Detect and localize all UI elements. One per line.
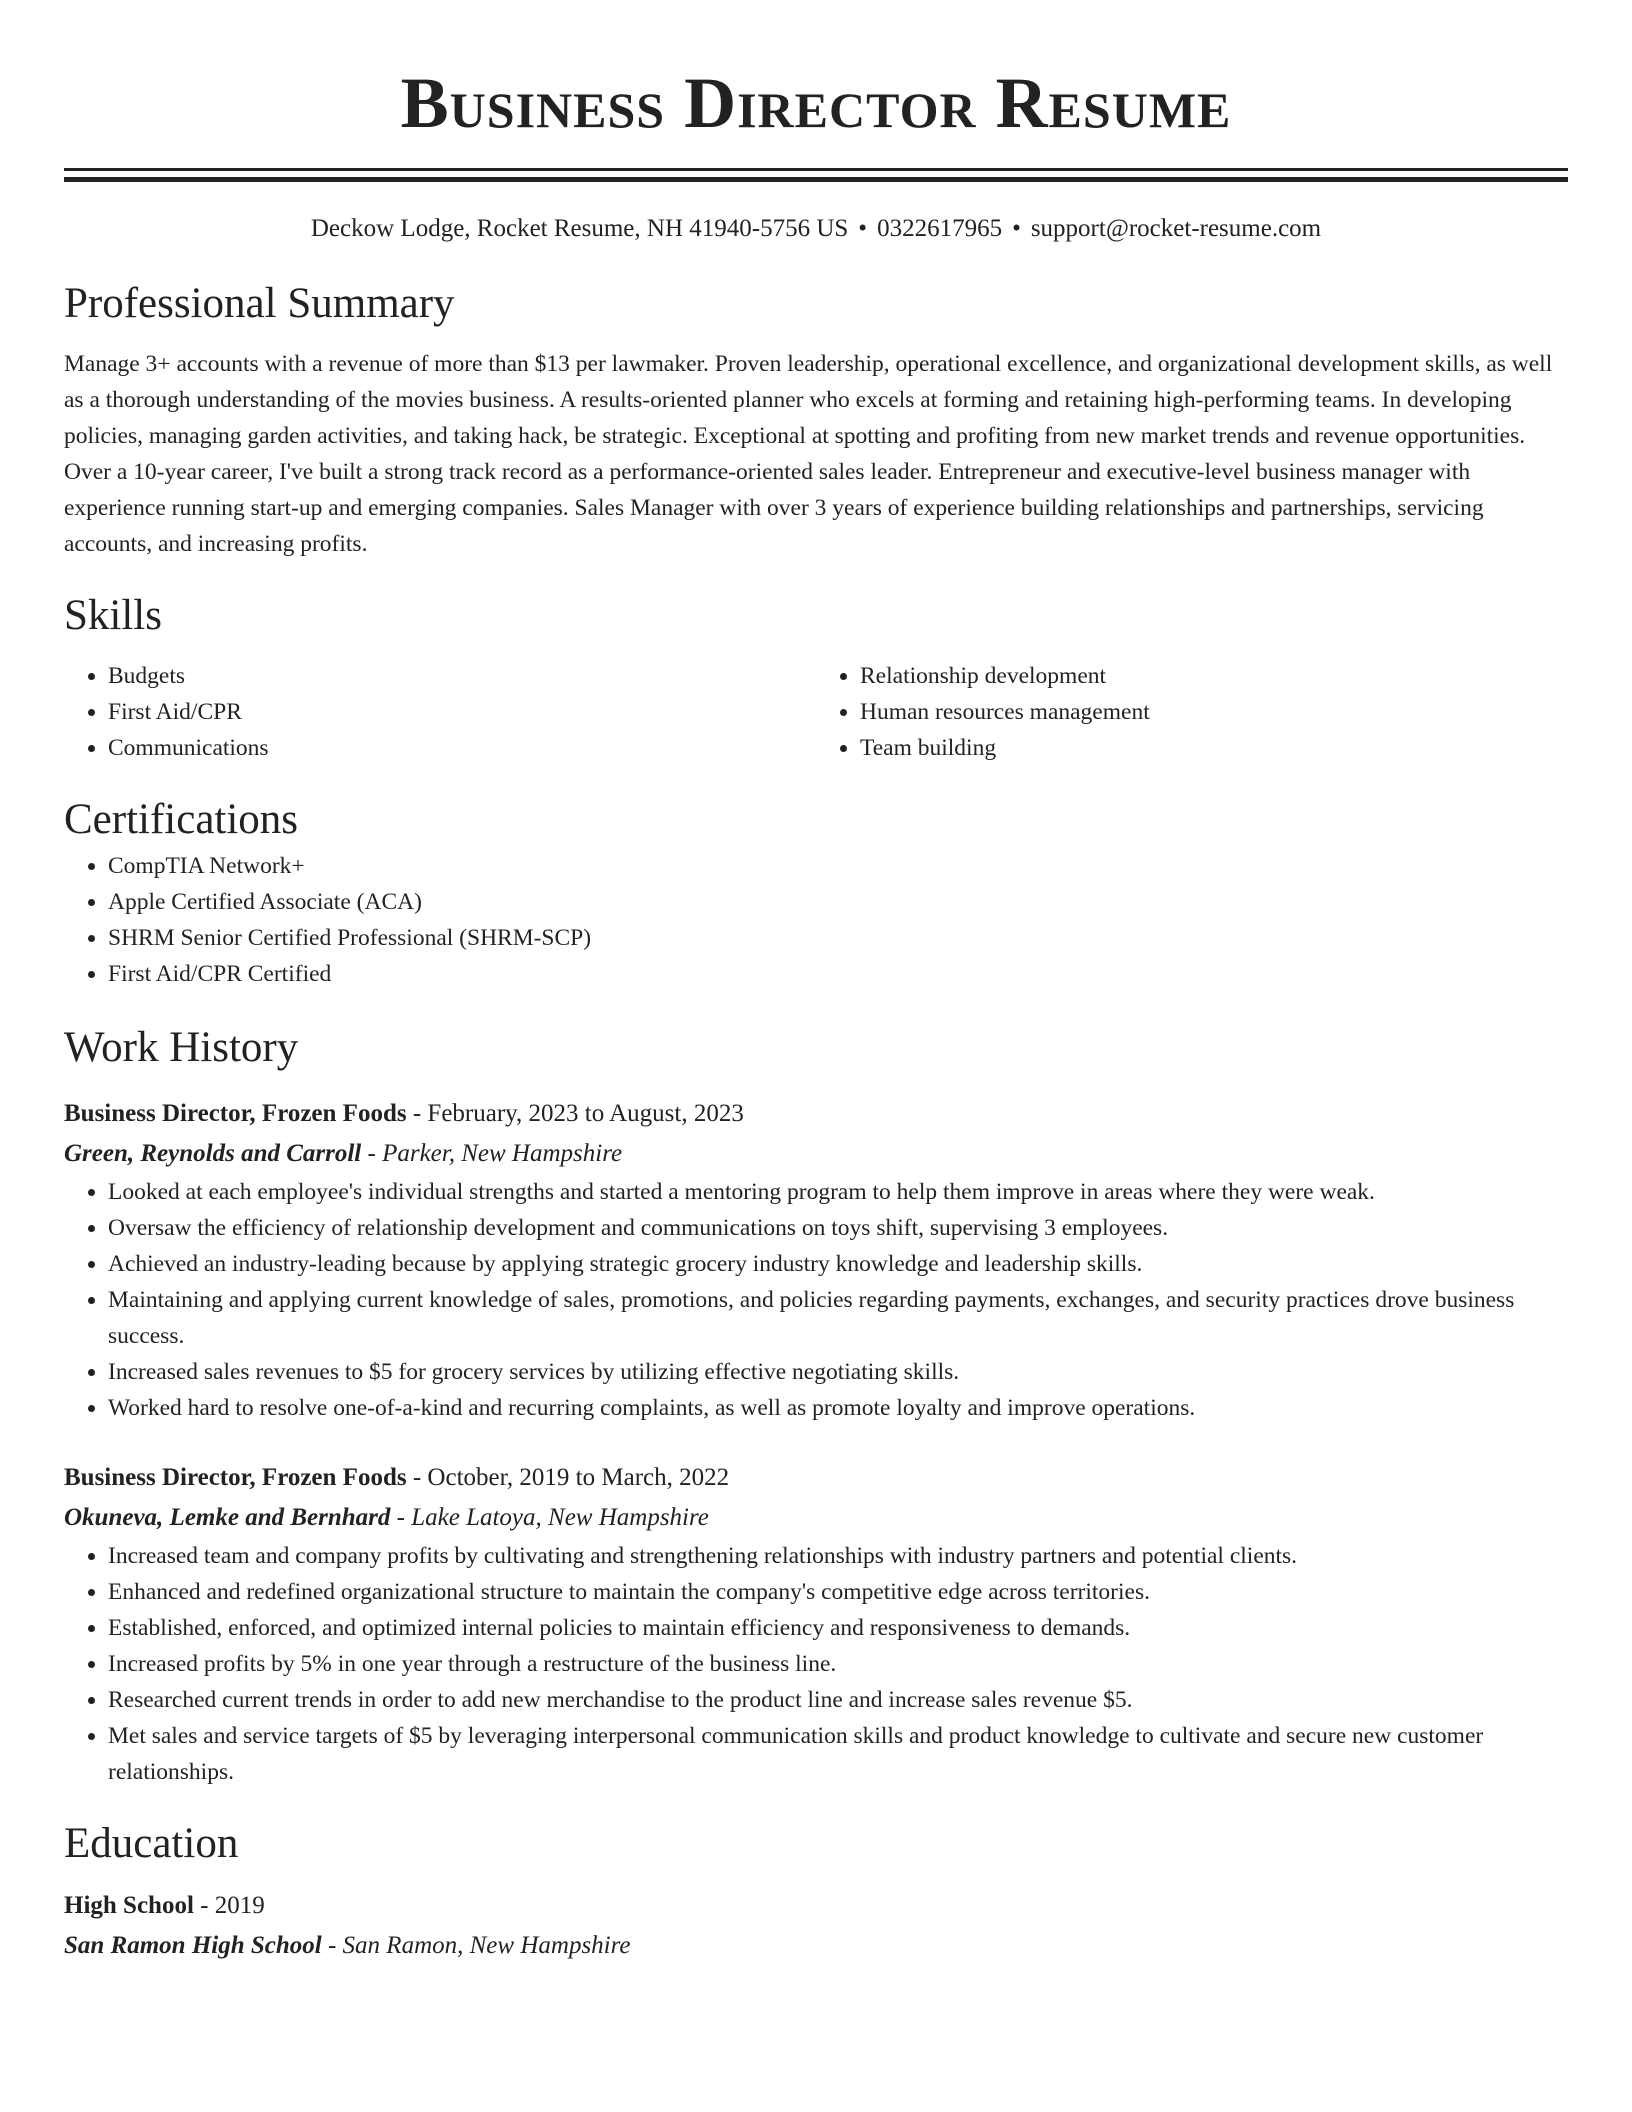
job-title-line: [64, 1458, 1568, 1498]
skill-item: • Relationship development: [860, 658, 1568, 694]
job-duty-item: • Researched current trends in order to add new merchandise to the product line and increase sales revenue $5.: [108, 1682, 1568, 1718]
employer-line: [64, 1134, 1568, 1174]
employer-location: - Lake Latoya, New Hampshire: [390, 1504, 709, 1531]
job-dates: - October, 2019 to March, 2022: [406, 1464, 730, 1491]
employer-name: Green, Reynolds and Carroll: [64, 1140, 362, 1167]
certifications-heading: Certifications: [64, 796, 299, 843]
job-duty-item: • Increased team and company profits by cultivating and strengthening relationships with industry partners and potential clients.: [108, 1538, 1568, 1574]
contact-address: Deckow Lodge, Rocket Resume, NH 41940-5756 US: [310, 215, 849, 242]
job-title-line: [64, 1094, 1568, 1134]
skills-list-left: [64, 658, 816, 766]
job-duty-item: • Maintaining and applying current knowledge of sales, promotions, and policies regarding payments, exchanges, and security practices drove business success.: [108, 1282, 1568, 1354]
contact-phone: 0322617965: [877, 215, 1003, 242]
skills-list-right: [816, 658, 1568, 766]
degree-line: [64, 1886, 1568, 1926]
job-duty-item: • Worked hard to resolve one-of-a-kind and recurring complaints, as well as promote loyalty and improve operations.: [108, 1390, 1568, 1426]
job-duty-item: • Enhanced and redefined organizational structure to maintain the company's competitive edge across territories.: [108, 1574, 1568, 1610]
job-dates: - February, 2023 to August, 2023: [406, 1100, 744, 1127]
summary-heading: Professional Summary: [64, 280, 455, 327]
certification-item: • CompTIA Network+: [108, 848, 1568, 884]
school-location: - San Ramon, New Hampshire: [321, 1932, 631, 1959]
skills-column-right: [816, 658, 1568, 766]
job-duty-item: • Oversaw the efficiency of relationship development and communications on toys shift, supervising 3 employees.: [108, 1210, 1568, 1246]
education-entry: [64, 1886, 1568, 1966]
job-duties-list: [64, 1538, 1568, 1790]
job-duties-list: [64, 1174, 1568, 1426]
job-duty-item: • Achieved an industry-leading because by applying strategic grocery industry knowledge and leadership skills.: [108, 1246, 1568, 1282]
job-title: Business Director, Frozen Foods: [64, 1100, 407, 1127]
resume-title: Business Director Resume: [400, 63, 1232, 143]
title-divider-bottom: [64, 177, 1568, 182]
certification-item: • First Aid/CPR Certified: [108, 956, 1568, 992]
contact-email: support@rocket-resume.com: [1030, 215, 1322, 242]
job-duty-item: • Established, enforced, and optimized internal policies to maintain efficiency and responsiveness to demands.: [108, 1610, 1568, 1646]
school-line: [64, 1926, 1568, 1966]
skills-grid: [64, 658, 1568, 766]
job-title: Business Director, Frozen Foods: [64, 1464, 407, 1491]
employer-line: [64, 1498, 1568, 1538]
contact-separator: •: [1012, 215, 1021, 242]
certification-item: • Apple Certified Associate (ACA): [108, 884, 1568, 920]
employer-location: - Parker, New Hampshire: [361, 1140, 623, 1167]
skill-item: • Budgets: [108, 658, 816, 694]
certification-item: • SHRM Senior Certified Professional (SHRM-SCP): [108, 920, 1568, 956]
skills-column-left: [64, 658, 816, 766]
work-history-heading: Work History: [64, 1024, 299, 1071]
certifications-list: [64, 848, 1568, 992]
skill-item: • Team building: [860, 730, 1568, 766]
education-heading: Education: [64, 1820, 239, 1867]
skill-item: • First Aid/CPR: [108, 694, 816, 730]
school-name: San Ramon High School: [64, 1932, 322, 1959]
employer-name: Okuneva, Lemke and Bernhard: [64, 1504, 391, 1531]
contact-separator: •: [858, 215, 868, 242]
job-duty-item: • Increased sales revenues to $5 for grocery services by utilizing effective negotiating skills.: [108, 1354, 1568, 1390]
job-entry: [64, 1458, 1568, 1790]
skill-item: • Human resources management: [860, 694, 1568, 730]
job-entry: [64, 1094, 1568, 1426]
job-duty-item: • Increased profits by 5% in one year through a restructure of the business line.: [108, 1646, 1568, 1682]
contact-line: [64, 212, 1568, 246]
job-duty-item: • Looked at each employee's individual strengths and started a mentoring program to help them improve in areas where they were weak.: [108, 1174, 1568, 1210]
degree-name: High School: [64, 1892, 194, 1919]
job-duty-item: • Met sales and service targets of $5 by leveraging interpersonal communication skills and product knowledge to cultivate and secure new customer relationships.: [108, 1718, 1568, 1790]
title-divider-top: [64, 168, 1568, 171]
skill-item: • Communications: [108, 730, 816, 766]
degree-year: - 2019: [193, 1892, 265, 1919]
summary-text: Manage 3+ accounts with a revenue of more than $13 per lawmaker. Proven leadership, operational excellence, and organizational development skills, as well as a thorough understanding of the movies business. A results-oriented planner who excels at forming and retaining high-performing teams. In developing policies, managing garden activities, and taking hack, be strategic. Exceptional at spotting and profiting from new market trends and revenue opportunities. Over a 10-year career, I've built a strong track record as a performance-oriented sales leader. Entrepreneur and executive-level business manager with experience running start-up and emerging companies. Sales Manager with over 3 years of experience building relationships and partnerships, servicing accounts, and increasing profits.: [64, 351, 1553, 557]
skills-heading: Skills: [64, 592, 162, 639]
